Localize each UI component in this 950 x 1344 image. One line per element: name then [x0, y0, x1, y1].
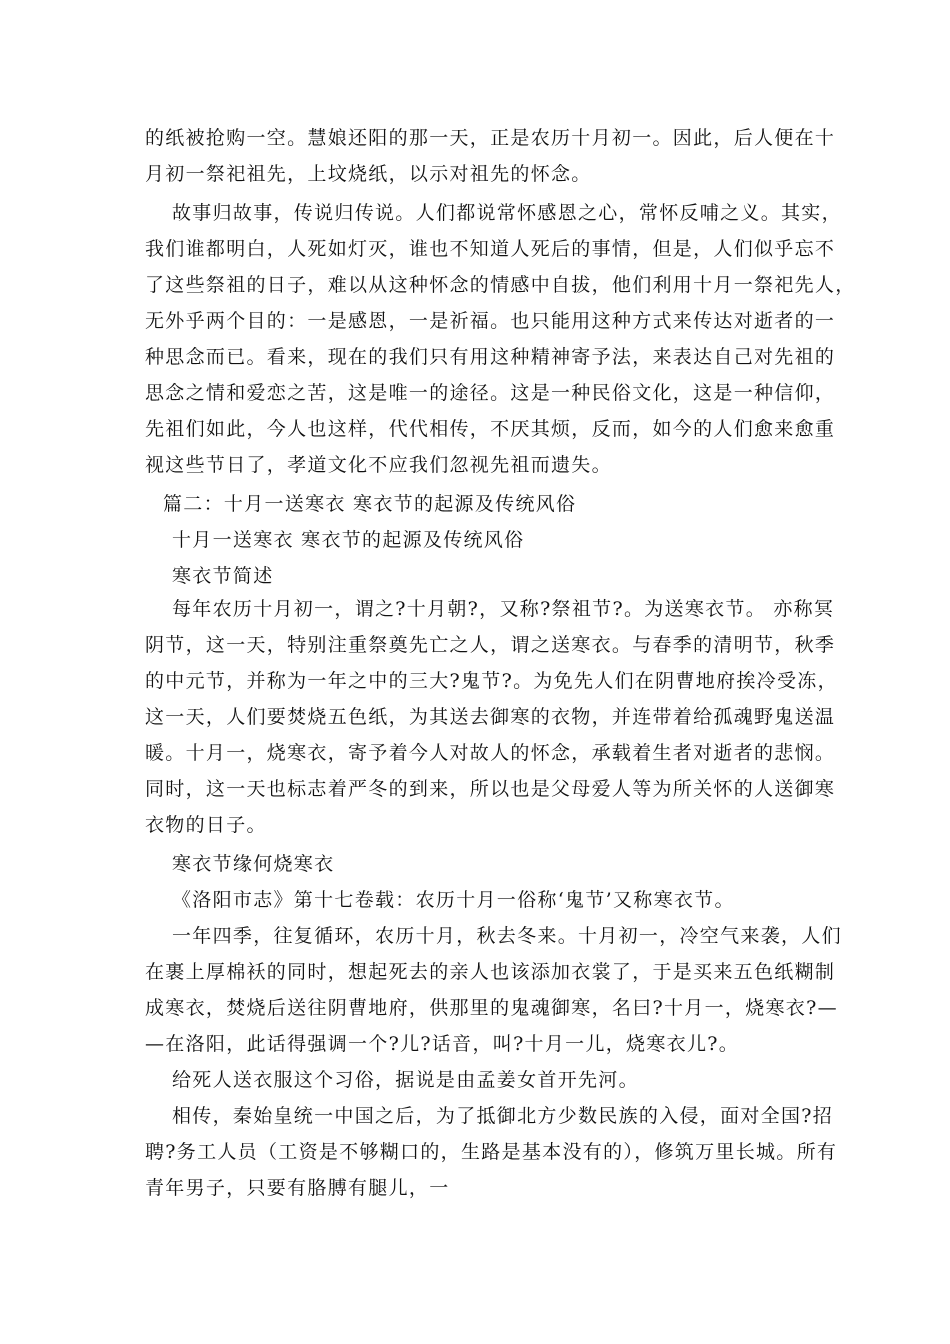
text-line: 种思念而已。看来，现在的我们只有用这种精神寄予法，来表达自己对先祖的	[145, 346, 836, 368]
text-line: 这一天，人们要焚烧五色纸，为其送去御寒的衣物，并连带着给孤魂野鬼送温	[145, 706, 836, 728]
text-line: 的纸被抢购一空。慧娘还阳的那一天，正是农历十月初一。因此，后人便在十	[145, 127, 836, 149]
subheading: 寒衣节简述	[172, 565, 274, 587]
article-title: 十月一送寒衣 寒衣节的起源及传统风俗	[172, 529, 525, 551]
text-line: 衣物的日子。	[145, 814, 267, 836]
text-line: 视这些节日了，孝道文化不应我们忽视先祖而遗失。	[145, 454, 612, 476]
text-line: 思念之情和爱恋之苦，这是唯一的途径。这是一种民俗文化，这是一种信仰，	[145, 382, 836, 404]
text-line: 一年四季，往复循环，农历十月，秋去冬来。十月初一，冷空气来袭，人们	[172, 925, 842, 947]
text-line: 成寒衣，焚烧后送往阴曹地府，供那里的鬼魂御寒，名曰?十月一，烧寒衣?—	[145, 997, 838, 1019]
text-line: 阴节，这一天，特别注重祭奠先亡之人，谓之送寒衣。与春季的清明节，秋季	[145, 634, 836, 656]
section-heading: 篇二：十月一送寒衣 寒衣节的起源及传统风俗	[163, 493, 577, 515]
text-line: 我们谁都明白，人死如灯灭，谁也不知道人死后的事情，但是，人们似乎忘不	[145, 238, 836, 260]
text-line: 故事归故事，传说归传说。人们都说常怀感恩之心，常怀反哺之义。其实，	[172, 202, 842, 224]
text-line: 的中元节，并称为一年之中的三大?鬼节?。为免先人们在阴曹地府挨冷受冻，	[145, 670, 838, 692]
text-line: 相传，秦始皇统一中国之后，为了抵御北方少数民族的入侵，面对全国?招	[172, 1105, 834, 1127]
text-line: —在洛阳，此话得强调一个?儿?话音，叫?十月一儿，烧寒衣儿?。	[145, 1033, 740, 1055]
text-line: 了这些祭祖的日子，难以从这种怀念的情感中自拔，他们利用十月一祭祀先人，	[145, 274, 856, 296]
text-line: 同时，这一天也标志着严冬的到来，所以也是父母爱人等为所关怀的人送御寒	[145, 778, 836, 800]
text-line: 青年男子，只要有胳膊有腿儿，一	[145, 1177, 450, 1199]
text-line: 先祖们如此，今人也这样，代代相传，不厌其烦，反而，如今的人们愈来愈重	[145, 418, 836, 440]
subheading: 寒衣节缘何烧寒衣	[172, 853, 335, 875]
text-line: 暖。十月一，烧寒衣，寄予着今人对故人的怀念，承载着生者对逝者的悲悯。	[145, 742, 836, 764]
text-line: 给死人送衣服这个习俗，据说是由孟姜女首开先河。	[172, 1069, 639, 1091]
text-line: 《洛阳市志》第十七卷载：农历十月一俗称‘鬼节’又称寒衣节。	[172, 889, 735, 911]
text-line: 聘?务工人员（工资是不够糊口的，生路是基本没有的），修筑万里长城。所有	[145, 1141, 838, 1163]
text-line: 月初一祭祀祖先，上坟烧纸，以示对祖先的怀念。	[145, 163, 592, 185]
text-line: 每年农历十月初一，谓之?十月朝?，又称?祭祖节?。为送寒衣节。 亦称冥	[172, 598, 835, 620]
text-line: 在裹上厚棉袄的同时，想起死去的亲人也该添加衣裳了，于是买来五色纸糊制	[145, 961, 836, 983]
text-line: 无外乎两个目的：一是感恩，一是祈福。也只能用这种方式来传达对逝者的一	[145, 310, 836, 332]
